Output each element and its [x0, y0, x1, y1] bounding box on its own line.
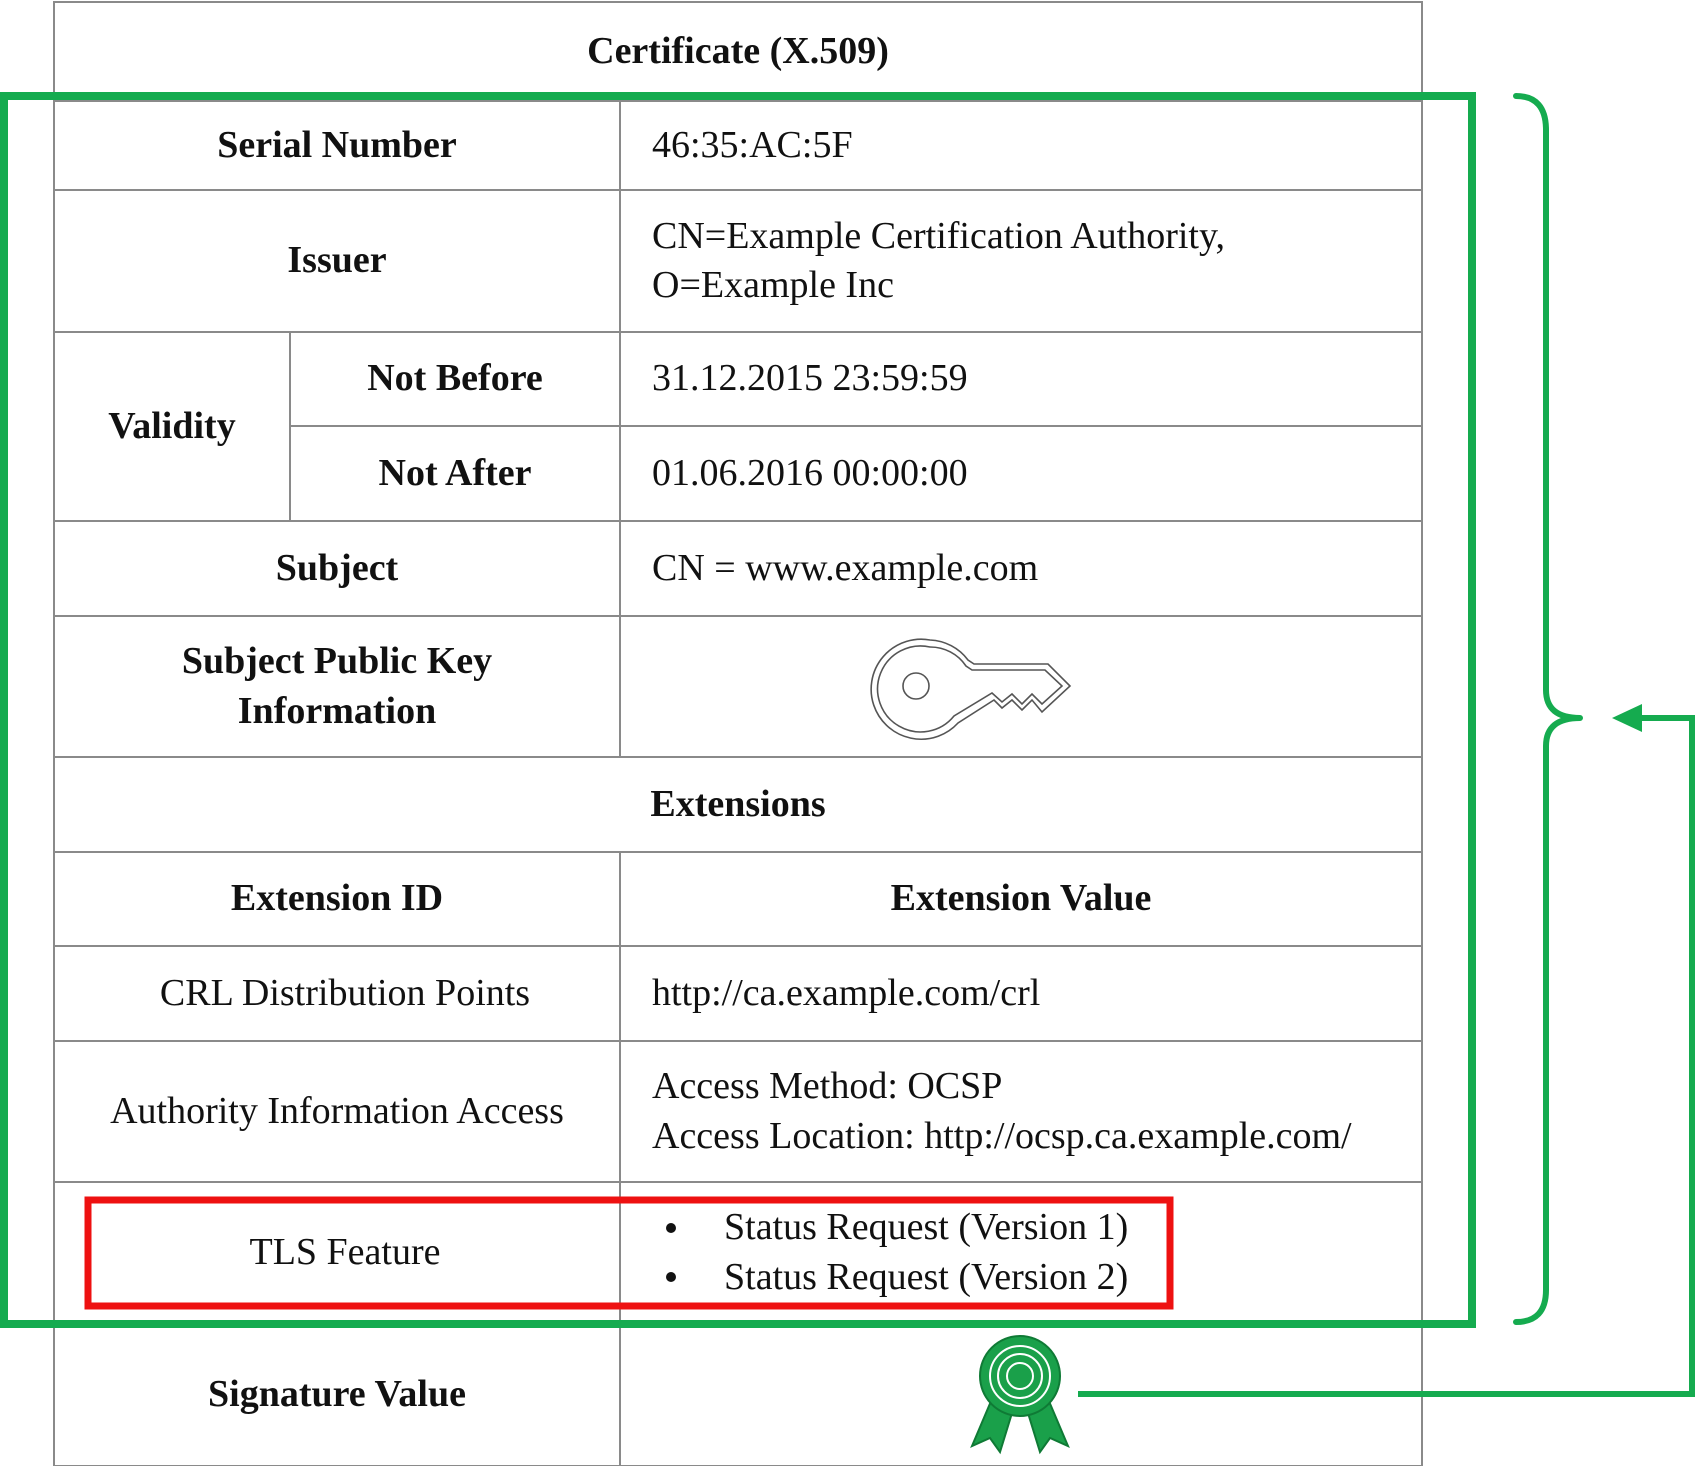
validity-label: Validity [108, 404, 236, 447]
not-after-value: 01.06.2016 00:00:00 [652, 451, 968, 494]
tls-feature-bullet-text-2: Status Request (Version 2) [724, 1255, 1129, 1298]
issuer-value [620, 190, 1422, 332]
issuer-label: Issuer [287, 239, 387, 282]
extension-value-column-header: Extension Value [890, 877, 1152, 920]
key-icon [871, 639, 1070, 739]
tls-feature-extension-value [620, 1182, 1422, 1323]
subject-public-key-label [54, 616, 620, 757]
serial-number-value: 46:35:AC:5F [652, 123, 853, 166]
extension-id-column-header: Extension ID [230, 877, 444, 920]
subject-label: Subject [275, 546, 399, 589]
crl-extension-value: http://ca.example.com/crl [652, 971, 1041, 1014]
aia-extension-id: Authority Information Access [110, 1089, 564, 1132]
certificate-title: Certificate (X.509) [587, 29, 889, 72]
signature-value-label: Signature Value [208, 1372, 466, 1415]
not-before-label: Not Before [367, 357, 543, 400]
issuer-value-line1: CN=Example Certification Authority, [652, 214, 1226, 257]
crl-extension-id: CRL Distribution Points [159, 971, 531, 1014]
tls-feature-bullet-1 [620, 1203, 1128, 1252]
tls-feature-bullet-text-1: Status Request (Version 1) [724, 1206, 1129, 1249]
subject-value: CN = www.example.com [652, 546, 1039, 589]
tls-feature-extension-id: TLS Feature [249, 1230, 441, 1273]
aia-value-line2: Access Location: http://ocsp.ca.example.com/ [652, 1114, 1352, 1157]
signed-region-brace [1516, 96, 1580, 1322]
not-after-label: Not After [378, 451, 532, 494]
serial-number-label: Serial Number [217, 123, 457, 166]
aia-value-line1: Access Method: OCSP [652, 1065, 1003, 1108]
bullet-dot [666, 1272, 676, 1282]
issuer-value-line2: O=Example Inc [652, 264, 894, 306]
aia-extension-value [620, 1041, 1422, 1182]
signature-arrow-head [1612, 704, 1642, 732]
spki-label-line1: Subject Public Key [181, 640, 493, 683]
tls-feature-bullet-2 [620, 1253, 1128, 1302]
spki-label-line2: Information [237, 689, 437, 732]
not-before-value: 31.12.2015 23:59:59 [652, 357, 968, 400]
extensions-header: Extensions [650, 782, 826, 825]
bullet-dot [666, 1223, 676, 1233]
seal-ribbon-icon [972, 1336, 1068, 1452]
